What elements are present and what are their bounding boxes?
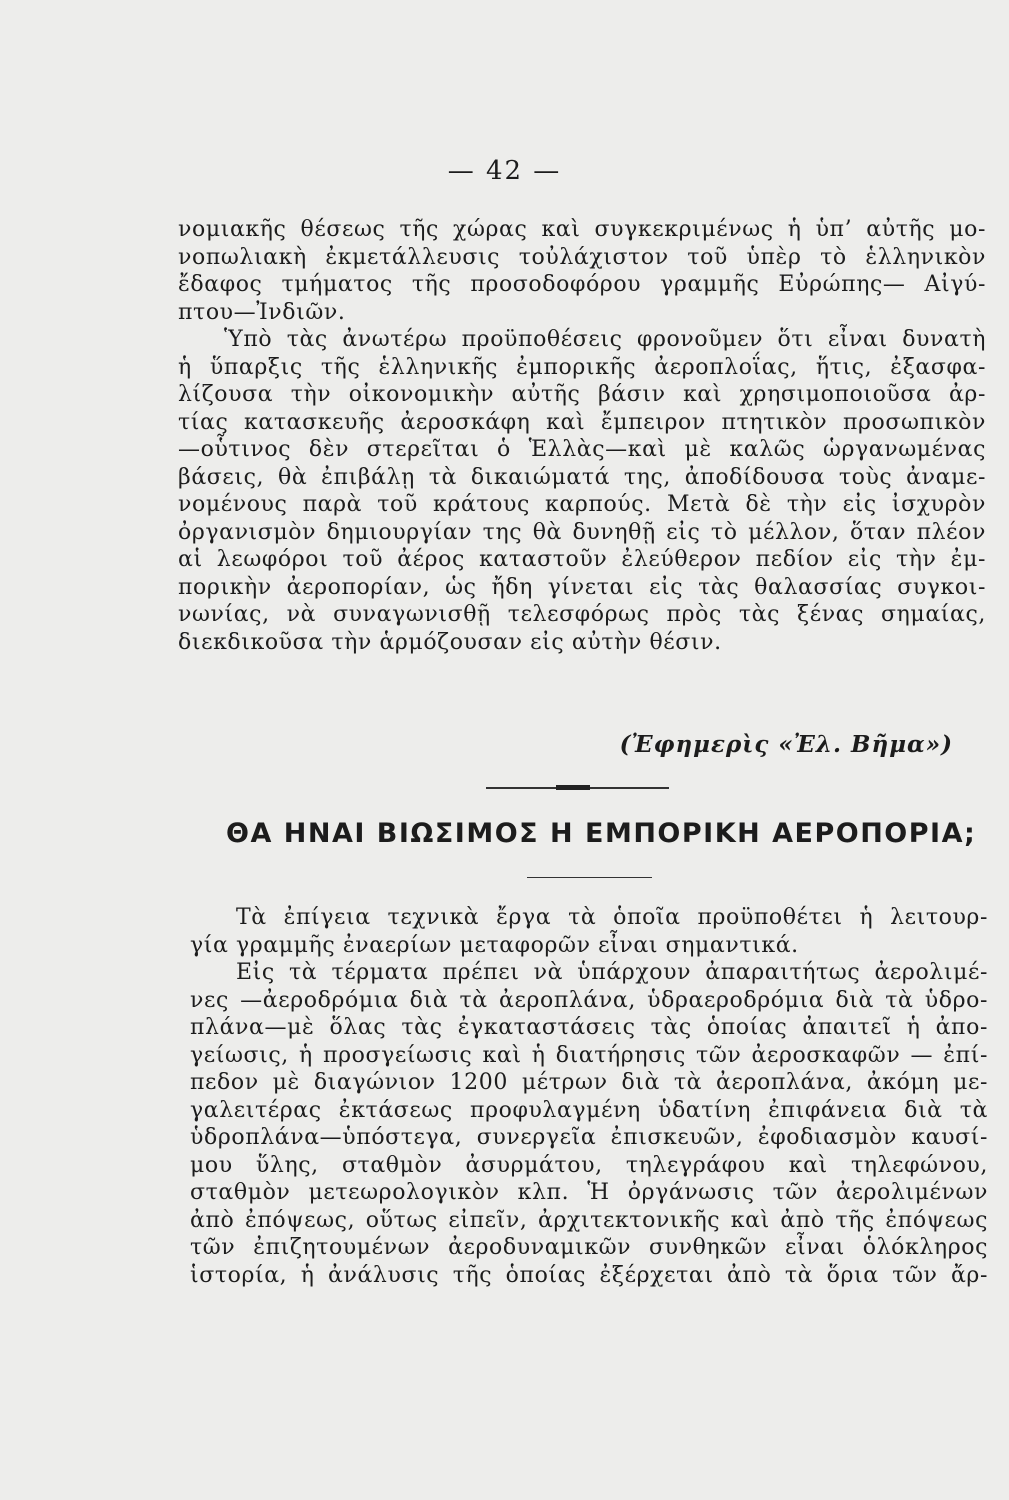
text-line: τῶν ἐπιζητουμένων ἀεροδυναμικῶν συνθηκῶν εἶναι ὁλόκληρος (190, 1235, 988, 1260)
text-line: σταθμὸν μετεωρολογικὸν κλπ. Ἡ ὀργάνωσις τῶν ἀερολιμένων (190, 1180, 988, 1205)
page-number: — 42 — (447, 156, 562, 186)
text-line: διεκδικοῦσα τὴν ἁρμόζουσαν εἰς αὐτὴν θέσιν. (178, 629, 722, 655)
text-line: τίας κατασκευῆς ἀεροσκάφη καὶ ἔμπειρον πτητικὸν προσωπικὸν (178, 409, 986, 435)
text-line: ὀργανισμὸν δημιουργίαν της θὰ δυνηθῇ εἰς τὸ μέλλον, ὅταν πλέον (178, 519, 986, 545)
text-line: πλάνα—μὲ ὅλας τὰς ἐγκαταστάσεις τὰς ὁποίας ἀπαιτεῖ ἡ ἀπο- (190, 1015, 988, 1040)
text-line: —οὗτινος δὲν στερεῖται ὁ Ἑλλὰς—καὶ μὲ καλῶς ὡργανωμένας (178, 437, 986, 462)
text-line: Εἰς τὰ τέρματα πρέπει νὰ ὑπάρχουν ἀπαραιτήτως ἀερολιμέ- (236, 960, 988, 985)
heading-underline (527, 877, 652, 878)
text-line: νομένους παρὰ τοῦ κράτους καρπούς. Μετὰ δὲ τὴν εἰς ἰσχυρὸν (178, 492, 986, 517)
text-line: νωνίας, νὰ συναγωνισθῇ τελεσφόρως πρὸς τὰς ξένας σημαίας, (178, 602, 986, 627)
text-line: πορικὴν ἀεροπορίαν, ὡς ἤδη γίνεται εἰς τὰς θαλασσίας συγκοι- (178, 574, 986, 600)
text-line: ἔδαφος τμήματος τῆς προσοδοφόρου γραμμῆς Εὐρώπης— Αἰγύ- (178, 272, 986, 297)
text-line: γία γραμμῆς ἐναερίων μεταφορῶν εἶναι σημαντικά. (190, 932, 799, 958)
text-line: γαλειτέρας ἐκτάσεως προφυλαγμένη ὑδατίνη ἐπιφάνεια διὰ τὰ (190, 1097, 988, 1123)
article-continuation (178, 216, 986, 656)
text-line: ἡ ὕπαρξις τῆς ἑλληνικῆς ἐμπορικῆς ἀεροπλοΐας, ἥτις, ἐξασφα- (178, 354, 986, 380)
text-line: λίζουσα τὴν οἰκονομικὴν αὐτῆς βάσιν καὶ χρησιμοποιοῦσα ἀρ- (178, 382, 986, 407)
text-line: Ὑπὸ τὰς ἀνωτέρω προϋποθέσεις φρονοῦμεν ὅτι εἶναι δυνατὴ (224, 327, 986, 352)
text-line: ἀπὸ ἐπόψεως, οὕτως εἰπεῖν, ἀρχιτεκτονικῆς καὶ ἀπὸ τῆς ἐπόψεως (190, 1207, 988, 1233)
text-line: πεδον μὲ διαγώνιον 1200 μέτρων διὰ τὰ ἀεροπλάνα, ἀκόμη με- (190, 1070, 988, 1095)
text-line: γείωσις, ἡ προσγείωσις καὶ ἡ διατήρησις τῶν ἀεροσκαφῶν — ἐπί- (190, 1042, 988, 1068)
text-line: ὑδροπλάνα—ὑπόστεγα, συνεργεῖα ἐπισκευῶν, ἐφοδιασμὸν καυσί- (190, 1125, 988, 1150)
text-line: Τὰ ἐπίγεια τεχνικὰ ἔργα τὰ ὁποῖα προϋποθέτει ἡ λειτουρ- (236, 905, 988, 930)
text-line: νοπωλιακὴ ἐκμετάλλευσις τοὐλάχιστον τοῦ ὑπὲρ τὸ ἑλληνικὸν (178, 244, 986, 270)
section-divider-accent (556, 785, 590, 790)
text-line: νομιακῆς θέσεως τῆς χώρας καὶ συγκεκριμένως ἡ ὑπ’ αὐτῆς μο- (178, 217, 986, 242)
text-line: πτου—Ἰνδιῶν. (178, 299, 346, 325)
text-line: νες —ἀεροδρόμια διὰ τὰ ἀεροπλάνα, ὑδραεροδρόμια διὰ τὰ ὑδρο- (190, 987, 988, 1013)
text-line: ἱστορία, ἡ ἀνάλυσις τῆς ὁποίας ἐξέρχεται ἀπὸ τὰ ὅρια τῶν ἄρ- (190, 1262, 988, 1288)
source-citation: (Ἐφημερὶς «Ἐλ. Βῆμα») (619, 731, 953, 758)
text-line: μου ὕλης, σταθμὸν ἀσυρμάτου, τηλεγράφου καὶ τηλεφώνου, (190, 1152, 988, 1178)
text-line: αἱ λεωφόροι τοῦ ἀέρος καταστοῦν ἐλεύθερον πεδίον εἰς τὴν ἐμ- (178, 547, 986, 572)
text-line: βάσεις, θὰ ἐπιβάλῃ τὰ δικαιώματά της, ἀποδίδουσα τοὺς ἀναμε- (178, 464, 986, 490)
section-heading: ΘΑ ΗΝΑΙ ΒΙΩΣΙΜΟΣ Η ΕΜΠΟΡΙΚΗ ΑΕΡΟΠΟΡΙΑ; (226, 818, 977, 849)
article-body (190, 904, 988, 1289)
